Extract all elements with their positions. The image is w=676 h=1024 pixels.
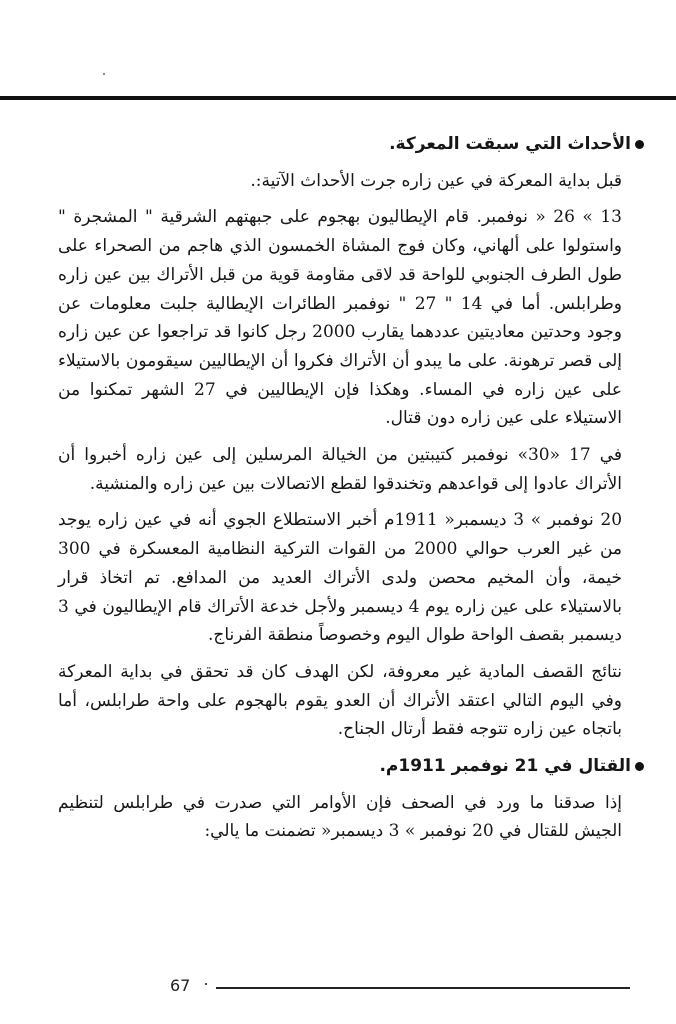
page-number: 67 bbox=[170, 976, 191, 995]
page-body bbox=[58, 130, 644, 846]
scan-speck bbox=[103, 73, 105, 75]
heading-text: القتال في 21 نوفمبر 1911م. bbox=[379, 756, 631, 777]
paragraph-november-17: في 17 «30» نوفمبر كتيبتين من الخيالة المرسلين إلى عين زاره أخبروا أن الأتراك عادوا إلى قواعدهم وتخندقوا لقطع الاتصالات بين عين زاره والمنشية. bbox=[58, 445, 622, 494]
footer-dot bbox=[205, 983, 207, 985]
section-heading-events bbox=[58, 130, 644, 159]
paragraph-november-20: 20 نوفمبر » 3 ديسمبر« 1911م أخبر الاستطلاع الجوي أنه في عين زاره يوجد من غير العرب حوالي 2000 من القوات التركية النظامية المعسكرة في 300 خيمة، وأن المخيم محصن ولدى الأتراك العديد من المدافع. تم اتخاذ قرار بالاستيلاء على عين زاره يوم 4 ديسمبر ولأجل خدعة الأتراك قام الإيطاليون في 3 ديسمبر بقصف الواحة طوال اليوم وخصوصاً منطقة الفرناج. bbox=[58, 510, 623, 646]
section-heading-battle bbox=[58, 752, 644, 781]
paragraph-intro: قبل بداية المعركة في عين زاره جرت الأحداث الآتية:. bbox=[250, 170, 622, 191]
paragraph-orders: إذا صدقنا ما ورد في الصحف فإن الأوامر التي صدرت في طرابلس لتنظيم الجيش للقتال في 20 نوفمبر » 3 ديسمبر« تضمنت ما يالي: bbox=[58, 792, 622, 842]
heading-text: الأحداث التي سبقت المعركة. bbox=[389, 134, 631, 154]
page-footer bbox=[170, 970, 630, 1000]
header-rule bbox=[0, 96, 676, 100]
bullet-icon bbox=[635, 140, 644, 149]
bullet-icon bbox=[635, 762, 644, 771]
footer-rule bbox=[216, 987, 630, 989]
paragraph-november-13: 13 » 26 « نوفمبر. قام الإيطاليون بهجوم على جبهتهم الشرقية " المشجرة " واستولوا على ألهاني، وكان فوج المشاة الخمسون الذي هاجم من الصحراء على طول الطرف الجنوبي للواحة قد لاقى مقاومة قوية من قبل الأتراك بين عين زاره وطرابلس. أما في 14 " 27 " نوفمبر الطائرات الإيطالية جلبت معلومات عن وجود وحدتين معاديتين عددهما يقارب 2000 رجل كانوا قد تراجعوا عن عين زاره إلى قصر ترهونة. على ما يبدو أن الأتراك فكروا أن الإيطاليين سيقومون بالاستيلاء على عين زاره في المساء. وهكذا فإن الإيطاليين في 27 الشهر تمكنوا من الاستيلاء على عين زاره دون قتال. bbox=[58, 207, 622, 429]
paragraph-bombardment-results: نتائج القصف المادية غير معروفة، لكن الهدف كان قد تحقق في بداية المعركة وفي اليوم التالي اعتقد الأتراك أن العدو يقوم بالهجوم على واحة طرابلس، أما باتجاه عين زاره تتوجه فقط أرتال الجناح. bbox=[58, 661, 622, 740]
